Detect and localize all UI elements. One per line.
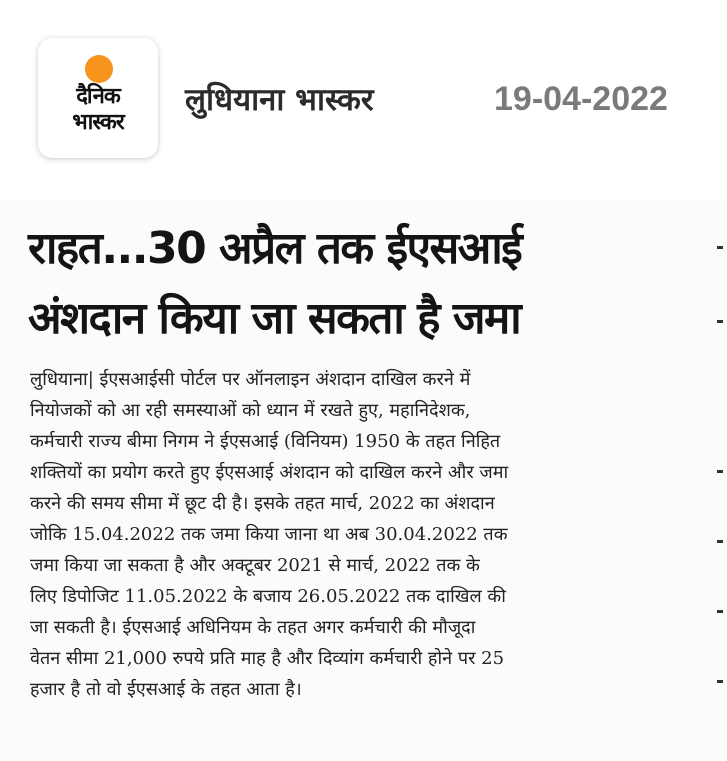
logo-text-line1: दैनिक <box>76 83 120 109</box>
edge-fragment <box>717 246 723 249</box>
publication-date: 19-04-2022 <box>494 80 668 118</box>
body-line: नियोजकों को आ रही समस्याओं को ध्यान में रखते हुए, महानिदेशक, <box>30 400 471 421</box>
body-line: हजार है तो वो ईएसआई के तहत आता है। <box>30 679 302 700</box>
body-line: लुधियाना| ईएसआईसी पोर्टल पर ऑनलाइन अंशदान दाखिल करने में <box>30 369 471 390</box>
body-line: जा सकती है। ईएसआई अधिनियम के तहत अगर कर्मचारी की मौजूदा <box>30 617 476 638</box>
body-line: जोकि 15.04.2022 तक जमा किया जाना था अब 30.04.2022 तक <box>30 524 508 545</box>
body-line: वेतन सीमा 21,000 रुपये प्रति माह है और दिव्यांग कर्मचारी होने पर 25 <box>30 648 505 669</box>
newspaper-logo <box>38 38 158 158</box>
edge-fragment <box>717 680 723 683</box>
body-line: करने की समय सीमा में छूट दी है। इसके तहत मार्च, 2022 का अंशदान <box>30 493 495 514</box>
body-line: लिए डिपोजिट 11.05.2022 के बजाय 26.05.2022 तक दाखिल की <box>30 586 506 607</box>
edge-fragment <box>717 610 723 613</box>
edge-fragment <box>717 320 723 323</box>
article-clipping <box>0 200 727 761</box>
article-body <box>30 364 702 705</box>
body-line: जमा किया जा सकता है और अक्टूबर 2021 से मार्च, 2022 तक के <box>30 555 480 576</box>
sun-dot-icon <box>85 55 113 83</box>
edge-fragment <box>717 470 723 473</box>
logo-text-line2: भास्कर <box>72 109 124 135</box>
body-line: कर्मचारी राज्य बीमा निगम ने ईएसआई (विनियम) 1950 के तहत निहित <box>30 431 501 452</box>
body-line: शक्तियों का प्रयोग करते हुए ईएसआई अंशदान को दाखिल करने और जमा <box>30 462 509 483</box>
headline-line-1: राहत...30 अप्रैल तक ईएसआई <box>28 223 522 274</box>
edition-name: लुधियाना भास्कर <box>185 82 374 118</box>
edge-fragment <box>717 540 723 543</box>
clipping-header <box>0 0 727 200</box>
headline-line-2: अंशदान किया जा सकता है जमा <box>28 293 521 344</box>
